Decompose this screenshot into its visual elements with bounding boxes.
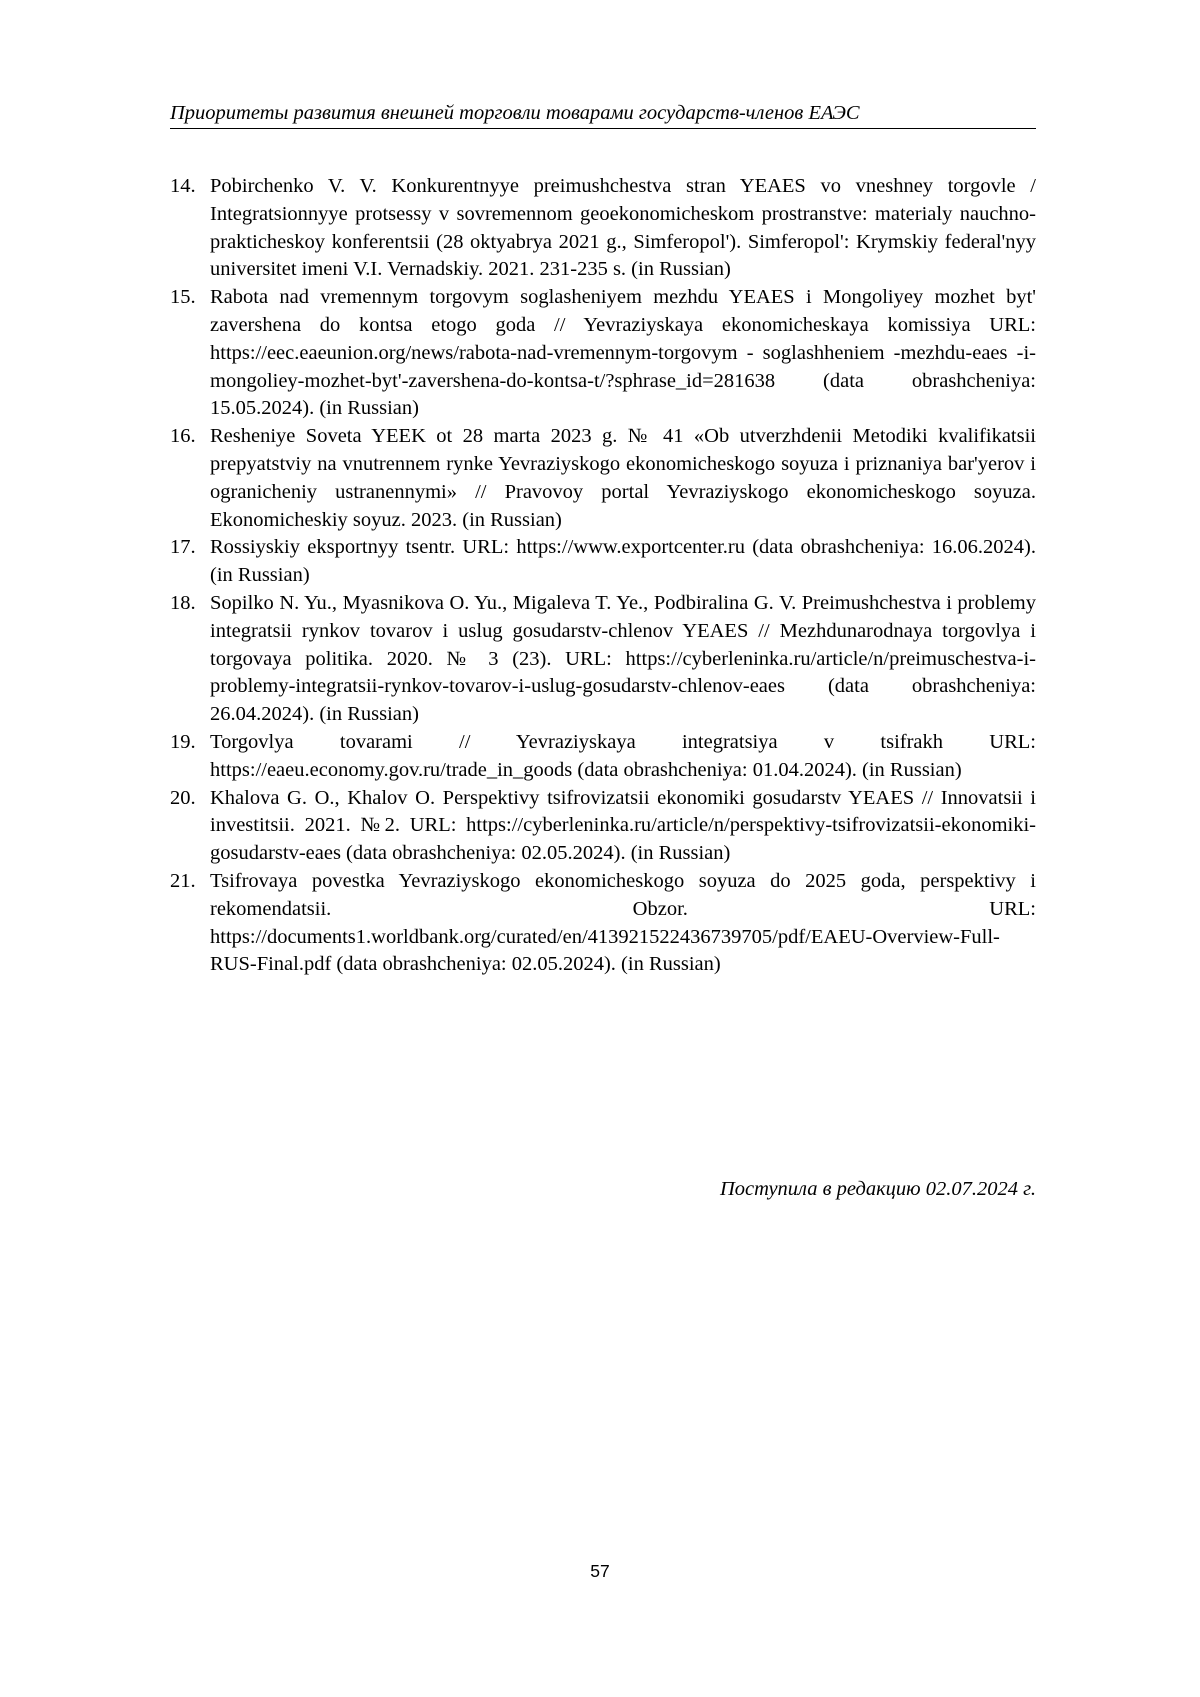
reference-number: 21.	[170, 869, 196, 892]
reference-number: 17.	[170, 536, 196, 559]
reference-item	[170, 284, 1036, 423]
reference-text: Pobirchenko V. V. Konkurentnyye preimushchestva stran YEAES vo vneshney torgovle / Integratsionnyye protsessy v sovremennom geoekonomicheskom prostranstve: materialy nauchno-prakticheskoy konferentsii (28 oktyabrya 2021 g., Simferopol'). Simferopol': Krymskiy federal'nyy universitet imeni V.I. Vernadskiy. 2021. 231-235 s. (in Russian)	[210, 175, 1036, 281]
reference-text: Khalova G. O., Khalov O. Perspektivy tsifrovizatsii ekonomiki gosudarstv YEAES // Innovatsii i investitsii. 2021. №2. URL: https://cyberleninka.ru/article/n/perspektivy-tsifrovizatsii-ekonomiki-gosudarstv-eaes (data obrashcheniya: 02.05.2024). (in Russian)	[210, 786, 1036, 865]
reference-number: 14.	[170, 175, 196, 197]
reference-item	[170, 729, 1036, 785]
reference-item	[170, 868, 1036, 979]
reference-list	[170, 173, 1036, 979]
reference-item	[170, 590, 1036, 729]
reference-item	[170, 423, 1036, 534]
reference-number: 16.	[170, 425, 196, 448]
reference-item	[170, 534, 1036, 590]
reference-number: 20.	[170, 786, 196, 809]
running-header: Приоритеты развития внешней торговли товарами государств-членов ЕАЭС	[170, 100, 1036, 129]
page-number: 57	[590, 1561, 610, 1581]
reference-text: Tsifrovaya povestka Yevraziyskogo ekonomicheskogo soyuza do 2025 goda, perspektivy i rekomendatsii. Obzor. URL: https://documents1.worldbank.org/curated/en/413921522436739705/pdf/EAEU-Overview-Full-RUS-Final.pdf (data obrashcheniya: 02.05.2024). (in Russian)	[210, 869, 1036, 976]
reference-item	[170, 173, 1036, 284]
reference-number: 15.	[170, 286, 196, 309]
received-date-note: Поступила в редакцию 02.07.2024 г.	[720, 1178, 1036, 1200]
reference-text: Rossiyskiy eksportnyy tsentr. URL: https://www.exportcenter.ru (data obrashcheniya: 16.06.2024). (in Russian)	[210, 536, 1036, 587]
reference-text: Resheniye Soveta YEEK ot 28 marta 2023 g. № 41 «Ob utverzhdenii Metodiki kvalifikatsii prepyatstviy na vnutrennem rynke Yevraziyskogo ekonomicheskogo soyuza i priznaniya bar'yerov i ogranicheniy ustranennymi» // Pravovoy portal Yevraziyskogo ekonomicheskogo soyuza. Ekonomicheskiy soyuz. 2023. (in Russian)	[210, 425, 1036, 531]
reference-text: Torgovlya tovarami // Yevraziyskaya integratsiya v tsifrakh URL: https://eaeu.economy.gov.ru/trade_in_goods (data obrashcheniya: 01.04.2024). (in Russian)	[210, 730, 1036, 781]
reference-number: 18.	[170, 591, 196, 614]
reference-item	[170, 785, 1036, 868]
reference-text: Rabota nad vremennym torgovym soglasheniyem mezhdu YEAES i Mongoliyey mozhet byt' zavershena do kontsa etogo goda // Yevraziyskaya ekonomicheskaya komissiya URL: https://eec.eaeunion.org/news/rabota-nad-vremennym-torgovym - soglashheniem -mezhdu-eaes -i-mongoliey-mozhet-byt'-zavershena-do-kontsa-t/?sphrase_id=281638 (data obrashcheniya: 15.05.2024). (in Russian)	[210, 286, 1036, 420]
reference-text: Sopilko N. Yu., Myasnikova O. Yu., Migaleva T. Ye., Podbiralina G. V. Preimushchestva i problemy integratsii rynkov tovarov i uslug gosudarstv-chlenov YEAES // Mezhdunarodnaya torgovlya i torgovaya politika. 2020. № 3 (23). URL: https://cyberleninka.ru/article/n/preimuschestva-i-problemy-integratsii-rynkov-tovarov-i-uslug-gosudarstv-chlenov-eaes (data obrashcheniya: 26.04.2024). (in Russian)	[210, 591, 1036, 726]
reference-number: 19.	[170, 730, 196, 753]
